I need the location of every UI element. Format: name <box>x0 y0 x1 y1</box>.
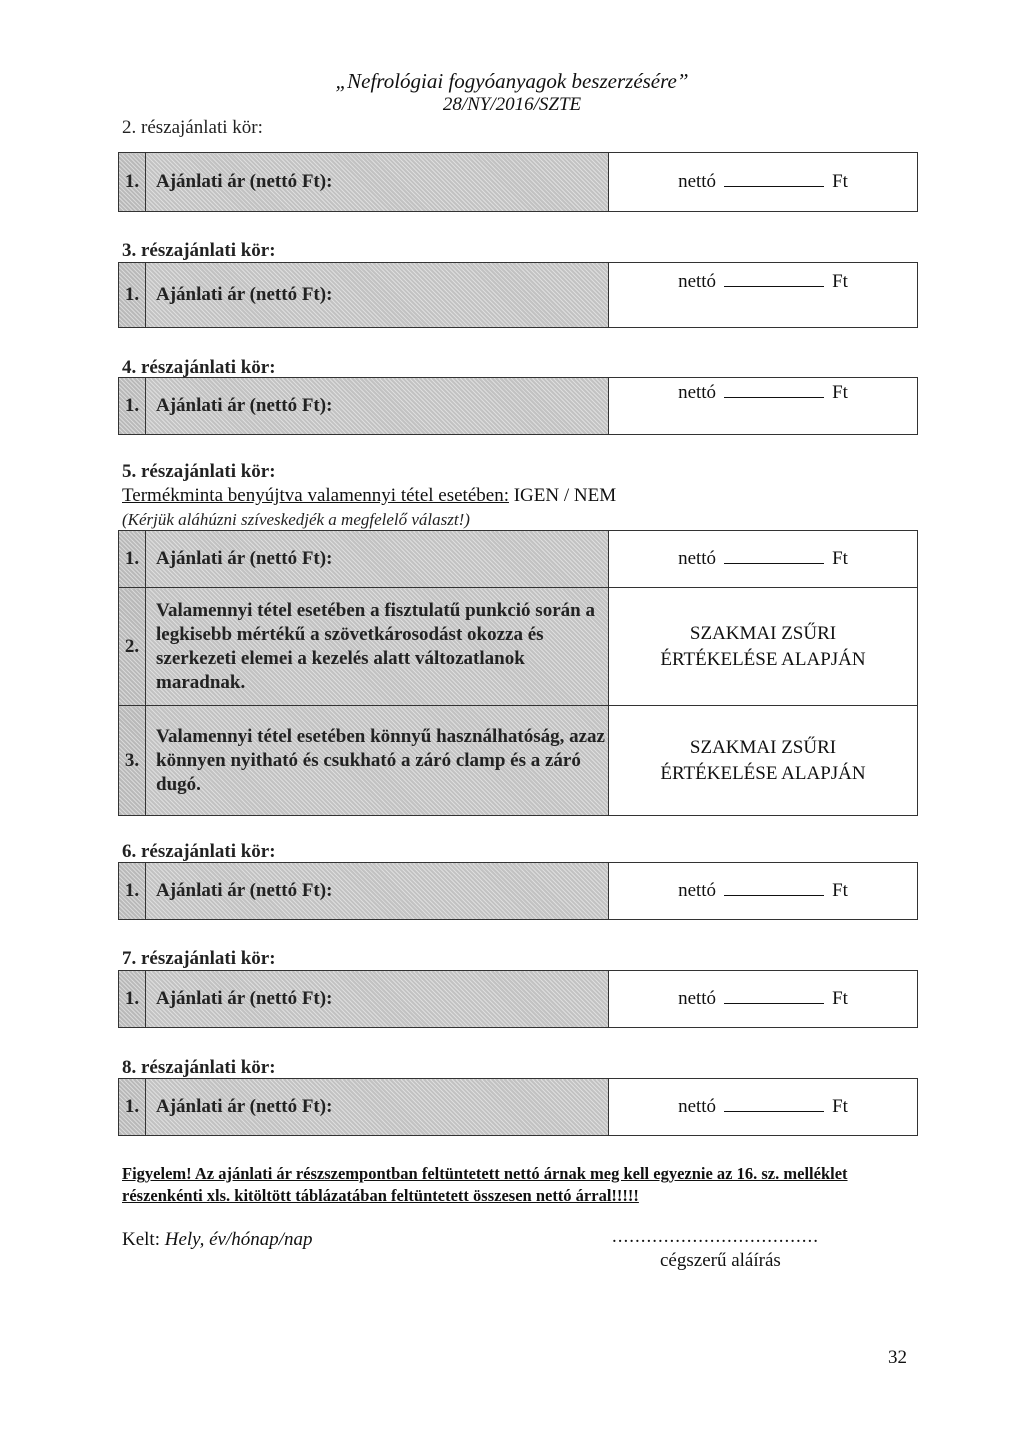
kelt-label: Kelt: <box>122 1229 160 1250</box>
warning-note: Figyelem! Az ajánlati ár részszempontban feltüntetett nettó árnak meg kell egyeznie az 16. sz. melléklet részenkénti xls. kitöltött táblázatában feltüntetett összesen nettó árral!!!!! <box>122 1164 848 1205</box>
currency-label: Ft <box>832 1096 848 1117</box>
document-code: 28/NY/2016/SZTE <box>442 94 582 115</box>
currency-label: Ft <box>832 271 848 292</box>
jury-line-2: ÉRTÉKELÉSE ALAPJÁN <box>660 762 866 784</box>
lot-7-label: 7. részajánlati kör: <box>122 948 276 969</box>
lot-6-table <box>118 862 918 920</box>
netto-label: nettó <box>678 548 717 569</box>
lot-4-label: 4. részajánlati kör: <box>122 357 276 378</box>
criterion-2-label: Valamennyi tétel esetében a fisztulatű punkció során a legkisebb mértékű a szövetkárosodást okozza és szerkezeti elemei a kezelés alatt változatlanok maradnak. <box>146 588 609 706</box>
price-field[interactable] <box>609 1079 918 1136</box>
signature-label: cégszerű aláírás <box>660 1250 781 1271</box>
row-number: 1. <box>119 531 146 588</box>
row-number: 1. <box>119 378 146 435</box>
signature-line[interactable]: .................................... <box>612 1226 819 1247</box>
row-number: 1. <box>119 1079 146 1136</box>
currency-label: Ft <box>832 880 848 901</box>
netto-label: nettó <box>678 880 717 901</box>
lot-5-label: 5. részajánlati kör: <box>122 461 276 482</box>
netto-label: nettó <box>678 271 717 292</box>
price-blank[interactable] <box>724 881 824 896</box>
netto-label: nettó <box>678 171 717 192</box>
row-number: 1. <box>119 263 146 328</box>
price-blank[interactable] <box>724 383 824 398</box>
lot-2-label: 2. részajánlati kör: <box>122 117 263 138</box>
page-number: 32 <box>888 1347 907 1368</box>
price-label: Ajánlati ár (nettó Ft): <box>146 153 609 212</box>
price-field[interactable] <box>609 863 918 920</box>
currency-label: Ft <box>832 548 848 569</box>
row-number: 1. <box>119 863 146 920</box>
kelt-value[interactable]: Hely, év/hónap/nap <box>164 1229 313 1250</box>
netto-label: nettó <box>678 382 717 403</box>
jury-evaluation <box>609 706 918 816</box>
lot-8-table <box>118 1078 918 1136</box>
currency-label: Ft <box>832 988 848 1009</box>
sample-options[interactable]: IGEN / NEM <box>513 485 617 506</box>
date-place-line <box>122 1229 313 1251</box>
jury-line-1: SZAKMAI ZSŰRI <box>689 736 837 758</box>
lot-7-table <box>118 970 918 1028</box>
jury-line-2: ÉRTÉKELÉSE ALAPJÁN <box>660 648 866 670</box>
lot-8-label: 8. részajánlati kör: <box>122 1057 276 1078</box>
jury-evaluation <box>609 588 918 706</box>
lot-6-label: 6. részajánlati kör: <box>122 841 276 862</box>
sample-line <box>122 485 616 507</box>
row-number: 1. <box>119 153 146 212</box>
row-number: 1. <box>119 971 146 1028</box>
price-label: Ajánlati ár (nettó Ft): <box>146 1079 609 1136</box>
row-number-2: 2. <box>119 588 146 706</box>
document-title: „Nefrológiai fogyóanyagok beszerzésére” <box>335 69 689 93</box>
price-label: Ajánlati ár (nettó Ft): <box>146 971 609 1028</box>
price-label: Ajánlati ár (nettó Ft): <box>146 263 609 328</box>
price-field[interactable] <box>609 531 918 588</box>
currency-label: Ft <box>832 382 848 403</box>
netto-label: nettó <box>678 988 717 1009</box>
price-field[interactable] <box>609 153 918 212</box>
netto-label: nettó <box>678 1096 717 1117</box>
price-label: Ajánlati ár (nettó Ft): <box>146 531 609 588</box>
price-label: Ajánlati ár (nettó Ft): <box>146 863 609 920</box>
jury-line-1: SZAKMAI ZSŰRI <box>689 622 837 644</box>
price-blank[interactable] <box>724 989 824 1004</box>
lot-3-label: 3. részajánlati kör: <box>122 240 276 261</box>
lot-2-table <box>118 152 918 212</box>
lot-4-table <box>118 377 918 435</box>
price-blank[interactable] <box>724 1097 824 1112</box>
price-label: Ajánlati ár (nettó Ft): <box>146 378 609 435</box>
criterion-3-label: Valamennyi tétel esetében könnyű használhatóság, azaz könnyen nyitható és csukható a záró clamp és a záró dugó. <box>146 706 609 816</box>
row-number-3: 3. <box>119 706 146 816</box>
sample-label: Termékminta benyújtva valamennyi tétel esetében: <box>122 485 509 506</box>
price-field[interactable] <box>609 971 918 1028</box>
lot-3-table <box>118 262 918 328</box>
price-field[interactable] <box>609 263 918 328</box>
lot-5-table <box>118 530 918 816</box>
price-field[interactable] <box>609 378 918 435</box>
sample-instruction: (Kérjük aláhúzni szíveskedjék a megfelelő választ!) <box>122 510 470 529</box>
price-blank[interactable] <box>724 172 824 187</box>
price-blank[interactable] <box>724 272 824 287</box>
price-blank[interactable] <box>724 549 824 564</box>
currency-label: Ft <box>832 171 848 192</box>
